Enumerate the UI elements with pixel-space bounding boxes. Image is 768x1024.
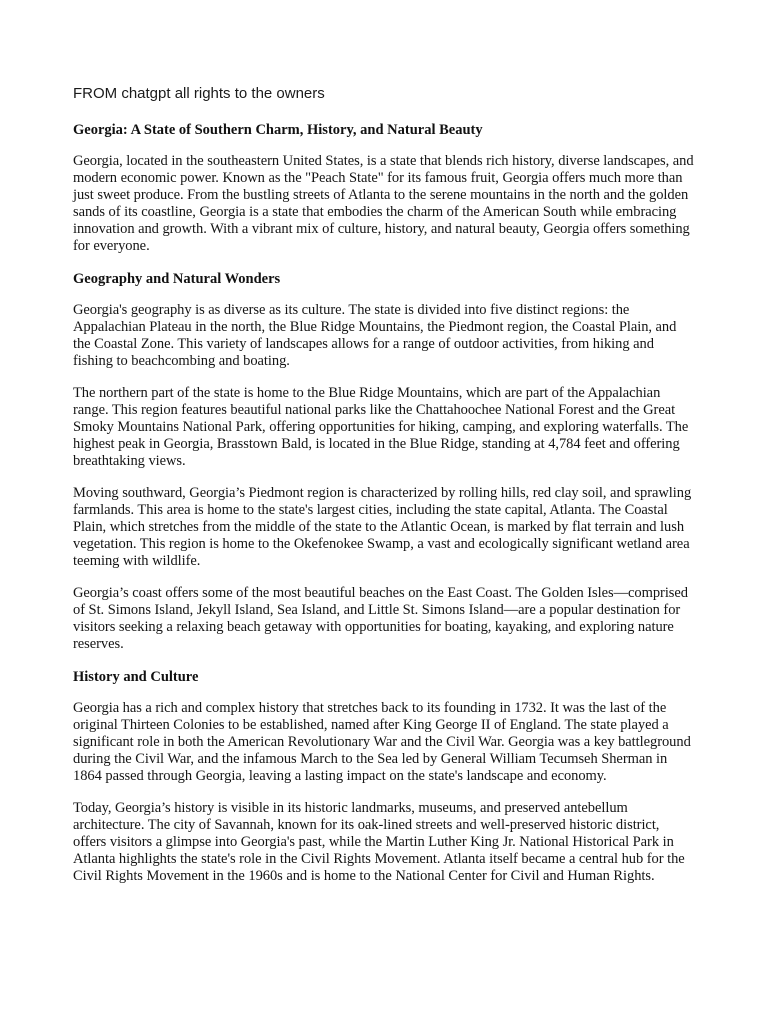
document-page [73, 84, 695, 900]
history-paragraph-2: Today, Georgia’s history is visible in its historic landmarks, museums, and preserved antebellum architecture. The city of Savannah, known for its oak-lined streets and well-preserved historic district, offers visitors a glimpse into Georgia's past, while the Martin Luther King Jr. National Historical Park in Atlanta highlights the state's role in the Civil Rights Movement. Atlanta itself became a central hub for the Civil Rights Movement in the 1960s and is home to the National Center for Civil and Human Rights. [73, 800, 685, 884]
section-heading-history: History and Culture [73, 669, 199, 685]
intro-paragraph: Georgia, located in the southeastern United States, is a state that blends rich history, diverse landscapes, and modern economic power. Known as the "Peach State" for its famous fruit, Georgia offers much more than just sweet produce. From the bustling streets of Atlanta to the serene mountains in the north and the golden sands of its coastline, Georgia is a state that embodies the charm of the American South while embracing innovation and growth. With a vibrant mix of culture, history, and natural beauty, Georgia offers something for everyone. [73, 153, 694, 254]
geography-paragraph-4: Georgia’s coast offers some of the most beautiful beaches on the East Coast. The Golden Isles—comprised of St. Simons Island, Jekyll Island, Sea Island, and Little St. Simons Island—are a popular destination for visitors seeking a relaxing beach getaway with opportunities for boating, kayaking, and exploring nature reserves. [73, 585, 688, 652]
section-heading-geography: Geography and Natural Wonders [73, 271, 281, 287]
history-paragraph-1: Georgia has a rich and complex history that stretches back to its founding in 1732. It was the last of the original Thirteen Colonies to be established, named after King George II of England. The state played a significant role in both the American Revolutionary War and the Civil War. Georgia was a key battleground during the Civil War, and the infamous March to the Sea led by General William Tecumseh Sherman in 1864 passed through Georgia, leaving a lasting impact on the state's landscape and economy. [73, 700, 691, 784]
geography-paragraph-1: Georgia's geography is as diverse as its culture. The state is divided into five distinct regions: the Appalachian Plateau in the north, the Blue Ridge Mountains, the Piedmont region, the Coastal Plain, and the Coastal Zone. This variety of landscapes allows for a range of outdoor activities, from hiking and fishing to beachcombing and boating. [73, 302, 677, 369]
geography-paragraph-2: The northern part of the state is home to the Blue Ridge Mountains, which are part of the Appalachian range. This region features beautiful national parks like the Chattahoochee National Forest and the Great Smoky Mountains National Park, offering opportunities for hiking, camping, and exploring waterfalls. The highest peak in Georgia, Brasstown Bald, is located in the Blue Ridge, standing at 4,784 feet and offering breathtaking views. [73, 385, 689, 469]
source-note: FROM chatgpt all rights to the owners [73, 85, 325, 102]
document-title: Georgia: A State of Southern Charm, History, and Natural Beauty [73, 122, 483, 138]
geography-paragraph-3: Moving southward, Georgia’s Piedmont region is characterized by rolling hills, red clay soil, and sprawling farmlands. This area is home to the state's largest cities, including the state capital, Atlanta. The Coastal Plain, which stretches from the middle of the state to the Atlantic Ocean, is marked by flat terrain and lush vegetation. This region is home to the Okefenokee Swamp, a vast and ecologically significant wetland area teeming with wildlife. [73, 485, 692, 569]
